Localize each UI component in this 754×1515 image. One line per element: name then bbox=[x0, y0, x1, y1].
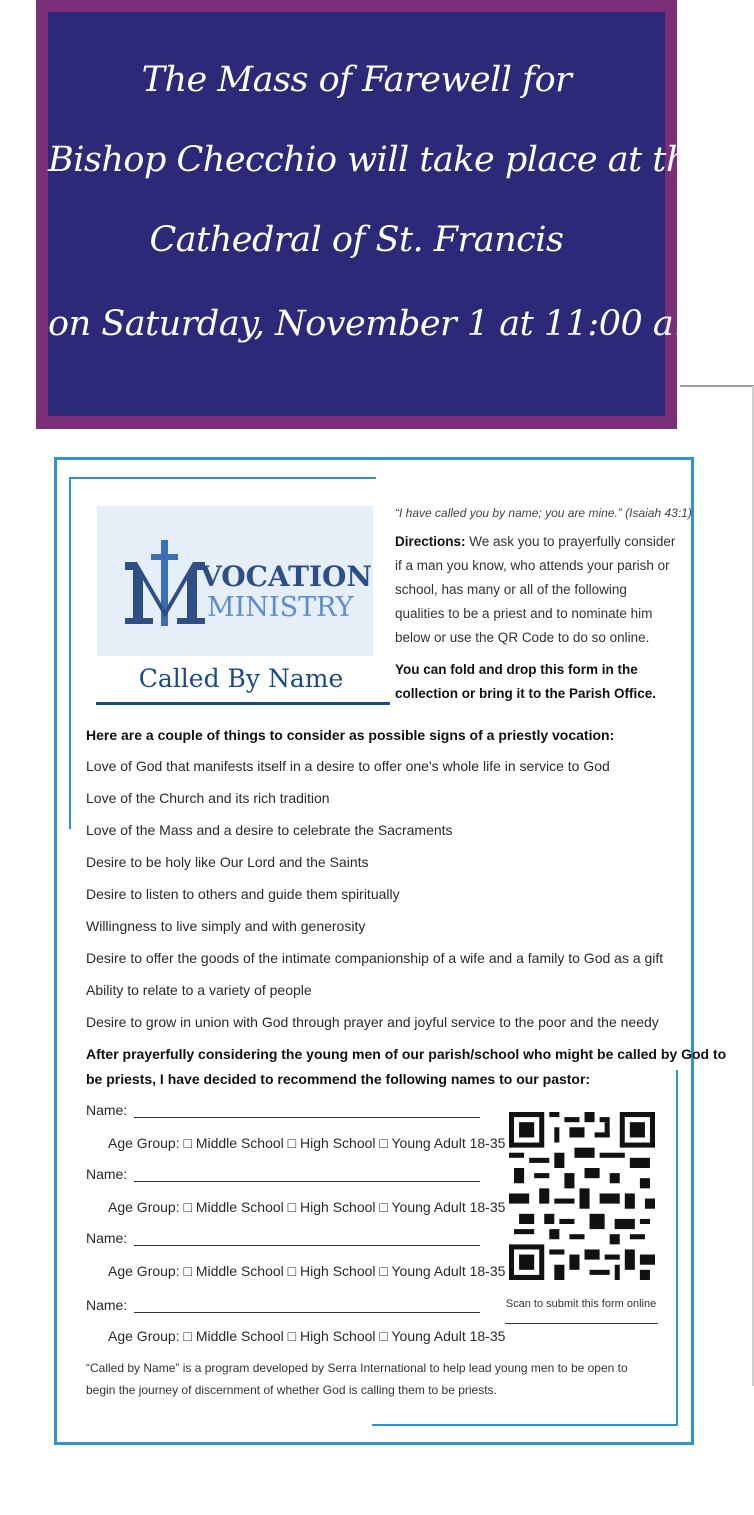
name-field-3[interactable] bbox=[134, 1245, 480, 1246]
footnote: “Called by Name” is a program developed by Serra International to help lead young men to be open to begin the journey of discernment of whether God is calling them to be priests. bbox=[86, 1361, 628, 1397]
frame-accent-right bbox=[676, 1070, 678, 1426]
banner-line-4: on Saturday, November 1 at 11:00 a.m. bbox=[48, 304, 728, 344]
sign-item-8: Ability to relate to a variety of people bbox=[86, 982, 312, 998]
name-label-4: Name: bbox=[86, 1297, 128, 1313]
frame-accent-top bbox=[69, 477, 376, 479]
fold-instructions-1: You can fold and drop this form in the bbox=[395, 662, 638, 677]
banner-line-3: Cathedral of St. Francis bbox=[149, 220, 564, 260]
recommend-line-1: After prayerfully considering the young men of our parish/school who might be called by God to bbox=[86, 1046, 727, 1062]
farewell-banner bbox=[36, 0, 728, 429]
logo-word-vocation: VOCATION bbox=[200, 560, 373, 593]
qr-code-icon[interactable] bbox=[509, 1112, 655, 1280]
age-group-row-4[interactable]: Age Group: □ Middle School □ High School □ Young Adult 18-35 bbox=[108, 1328, 506, 1344]
name-label-2: Name: bbox=[86, 1166, 128, 1182]
sign-item-6: Willingness to live simply and with generosity bbox=[86, 918, 366, 934]
age-group-row-2[interactable]: Age Group: □ Middle School □ High School □ Young Adult 18-35 bbox=[108, 1199, 506, 1215]
directions-line-2: if a man you know, who attends your parish or bbox=[395, 558, 670, 573]
called-by-name-title: Called By Name bbox=[138, 664, 344, 693]
recommend-line-2: be priests, I have decided to recommend the following names to our pastor: bbox=[86, 1071, 591, 1087]
banner-line-2: Bishop Checchio will take place at the bbox=[48, 140, 709, 180]
title-underline bbox=[96, 702, 390, 705]
cross-monogram-icon bbox=[125, 540, 205, 626]
name-field-1[interactable] bbox=[134, 1117, 480, 1118]
directions-line-1 bbox=[395, 534, 675, 549]
frame-accent-left bbox=[69, 477, 71, 829]
sign-item-7: Desire to offer the goods of the intimate companionship of a wife and a family to God as a gift bbox=[86, 950, 664, 966]
directions-line-5: below or use the QR Code to do so online. bbox=[395, 630, 650, 645]
age-group-row-3[interactable]: Age Group: □ Middle School □ High School □ Young Adult 18-35 bbox=[108, 1263, 506, 1279]
qr-rule bbox=[505, 1323, 658, 1324]
sign-item-9: Desire to grow in union with God through prayer and joyful service to the poor and the needy bbox=[86, 1014, 659, 1030]
age-group-row-1[interactable]: Age Group: □ Middle School □ High School □ Young Adult 18-35 bbox=[108, 1135, 506, 1151]
name-label-3: Name: bbox=[86, 1230, 128, 1246]
directions-line-3: school, has many or all of the following bbox=[395, 582, 627, 597]
fold-instructions-2: collection or bring it to the Parish Office. bbox=[395, 686, 657, 701]
sign-item-5: Desire to listen to others and guide them spiritually bbox=[86, 886, 400, 902]
scripture-quote: “I have called you by name; you are mine.” (Isaiah 43:1) bbox=[395, 506, 692, 520]
logo-word-ministry: MINISTRY bbox=[207, 592, 354, 623]
signs-heading: Here are a couple of things to consider as possible signs of a priestly vocation: bbox=[86, 727, 615, 743]
sign-item-4: Desire to be holy like Our Lord and the Saints bbox=[86, 854, 369, 870]
page-edge bbox=[680, 385, 754, 387]
qr-caption: Scan to submit this form online bbox=[505, 1298, 657, 1310]
frame-accent-bottom bbox=[372, 1424, 678, 1426]
name-field-4[interactable] bbox=[134, 1312, 480, 1313]
banner-line-1: The Mass of Farewell for bbox=[141, 60, 572, 100]
name-field-2[interactable] bbox=[134, 1181, 480, 1182]
sign-item-1: Love of God that manifests itself in a desire to offer one's whole life in service to God bbox=[86, 758, 610, 774]
directions-line-4: qualities to be a priest and to nominate him bbox=[395, 606, 653, 621]
name-label-1: Name: bbox=[86, 1102, 128, 1118]
banner-panel bbox=[48, 12, 728, 416]
directions-label: Directions: bbox=[395, 534, 466, 549]
sign-item-2: Love of the Church and its rich tradition bbox=[86, 790, 330, 806]
sign-item-3: Love of the Mass and a desire to celebrate the Sacraments bbox=[86, 822, 453, 838]
directions-text-1: We ask you to prayerfully consider bbox=[465, 534, 676, 549]
